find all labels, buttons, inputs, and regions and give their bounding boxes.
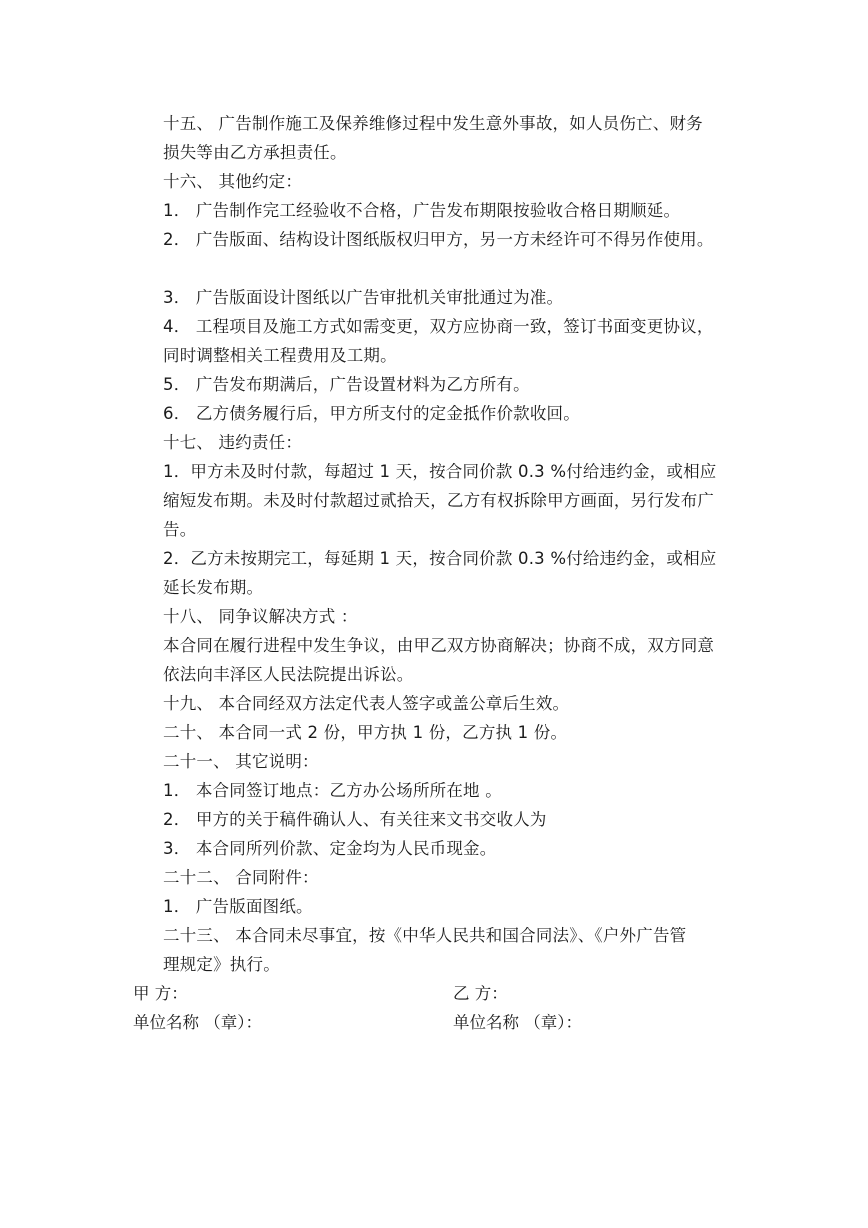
clause-19: 十九、 本合同经双方法定代表人签字或盖公章后生效。	[163, 694, 570, 713]
clause-17-item-1-line-3: 告。	[163, 520, 197, 539]
clause-22-heading: 二十二、 合同附件：	[163, 868, 319, 887]
clause-15-line-1: 十五、 广告制作施工及保养维修过程中发生意外事故，如人员伤亡、财务	[163, 114, 703, 133]
clause-16-item-3: 3． 广告版面设计图纸以广告审批机关审批通过为准。	[163, 288, 564, 307]
clause-18-body-line-1: 本合同在履行进程中发生争议，由甲乙双方协商解决；协商不成，双方同意	[163, 636, 715, 655]
clause-17-heading: 十七、 违约责任：	[163, 433, 303, 452]
clause-17-item-1-line-1: 1．甲方未及时付款，每超过 1 天，按合同价款 0.3 %付给违约金，或相应	[163, 462, 717, 481]
party-b-label: 乙 方：	[453, 984, 508, 1003]
party-a-unit-name: 单位名称 （章）：	[133, 1013, 262, 1032]
party-b-unit-name: 单位名称 （章）：	[453, 1013, 582, 1032]
clause-17-item-1-line-2: 缩短发布期。未及时付款超过贰拾天，乙方有权拆除甲方画面，另行发布广	[163, 491, 715, 510]
clause-16-item-4-line-2: 同时调整相关工程费用及工期。	[163, 346, 397, 365]
clause-16-heading: 十六、 其他约定：	[163, 172, 303, 191]
clause-16-item-1: 1． 广告制作完工经验收不合格，广告发布期限按验收合格日期顺延。	[163, 201, 681, 220]
clause-17-item-2-line-2: 延长发布期。	[163, 578, 264, 597]
party-a-label: 甲 方：	[133, 984, 188, 1003]
clause-16-item-4-line-1: 4． 工程项目及施工方式如需变更，双方应协商一致，签订书面变更协议，	[163, 317, 714, 336]
clause-21-item-1: 1． 本合同签订地点：乙方办公场所所在地 。	[163, 781, 502, 800]
clause-23-line-1: 二十三、 本合同未尽事宜，按《中华人民共和国合同法》、《户外广告管	[163, 926, 687, 945]
clause-22-item-1: 1． 广告版面图纸。	[163, 897, 313, 916]
clause-18-body-line-2: 依法向丰泽区人民法院提出诉讼。	[163, 665, 414, 684]
clause-17-item-2-line-1: 2．乙方未按期完工，每延期 1 天，按合同价款 0.3 %付给违约金，或相应	[163, 549, 717, 568]
clause-23-line-2: 理规定》执行。	[163, 955, 280, 974]
clause-16-item-6: 6． 乙方债务履行后，甲方所支付的定金抵作价款收回。	[163, 404, 580, 423]
clause-15-line-2: 损失等由乙方承担责任。	[163, 143, 347, 162]
clause-21-item-2: 2． 甲方的关于稿件确认人、有关往来文书交收人为	[163, 810, 547, 829]
clause-21-heading: 二十一、 其它说明：	[163, 752, 319, 771]
clause-16-item-5: 5． 广告发布期满后，广告设置材料为乙方所有。	[163, 375, 530, 394]
clause-21-item-3: 3． 本合同所列价款、定金均为人民币现金。	[163, 839, 497, 858]
clause-20: 二十、 本合同一式 2 份，甲方执 1 份，乙方执 1 份。	[163, 723, 568, 742]
clause-18-heading: 十八、 同争议解决方式 ：	[163, 607, 358, 626]
clause-16-item-2: 2． 广告版面、结构设计图纸版权归甲方，另一方未经许可不得另作使用。	[163, 230, 714, 249]
